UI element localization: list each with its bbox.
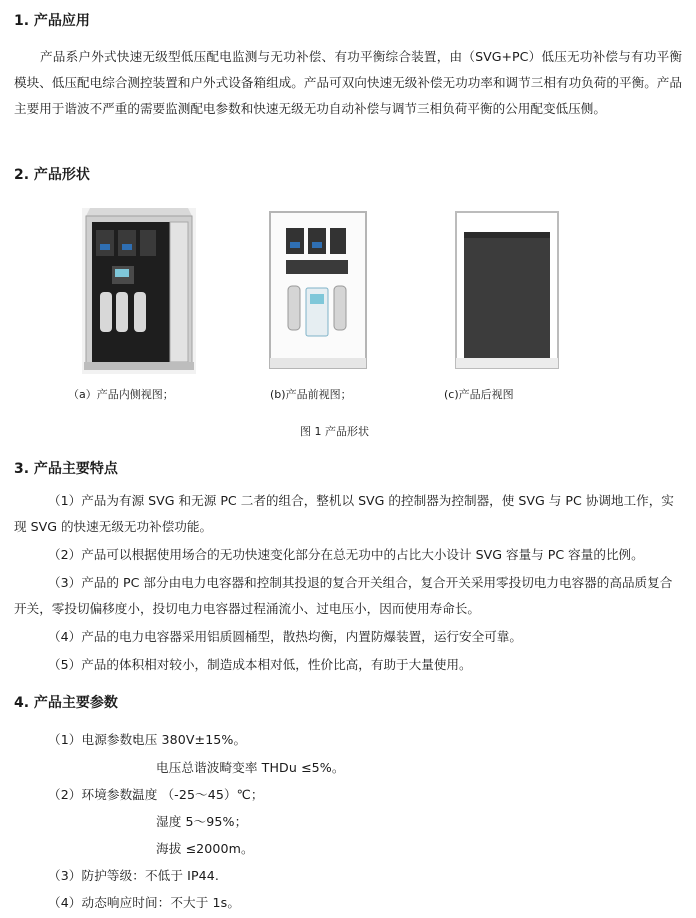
section-1-paragraph: 产品系户外式快速无级型低压配电监测与无功补偿、有功平衡综合装置，由（SVG+PC）低压无功补偿与有功平衡模块、低压配电综合测控装置和户外式设备箱组成。产品可双向快速无级补偿无功功率和调节三相有功负荷的平衡。产品主要用于谐波不严重的需要监测配电参数和快速无级无功自动补偿与调节三相负荷平衡的公用配变低压侧。: [14, 49, 682, 116]
env-params-label: （2）环境参数：: [48, 787, 145, 802]
product-figures: [0, 204, 696, 401]
feature-item-5: （5）产品的体积相对较小，制造成本相对低，性价比高，有助于大量使用。: [48, 657, 472, 672]
cabinet-back-view-image: [452, 208, 566, 374]
thd-value: 电压总谐波畸变率 THDu ≤5%。: [156, 760, 345, 775]
feature-item-1: （1）产品为有源 SVG 和无源 PC 二者的组合，整机以 SVG 的控制器为控制器，使 SVG 与 PC 协调地工作，实现 SVG 的快速无级无功补偿功能。: [14, 493, 674, 534]
section-3-heading: 3. 产品主要特点: [14, 461, 118, 477]
power-params-label: （1）电源参数：: [48, 732, 145, 747]
response-time: （4）动态响应时间：不大于 1s。: [48, 895, 241, 910]
cabinet-inner-view-image: [82, 208, 196, 374]
section-1-heading: 1. 产品应用: [14, 13, 90, 29]
caption-back-view: (c)产品后视图: [444, 388, 514, 401]
section-2-heading: 2. 产品形状: [14, 167, 90, 183]
altitude-value: 海拔 ≤2000m。: [156, 841, 254, 856]
figure-caption: 图 1 产品形状: [300, 425, 369, 438]
cabinet-front-view-image: [266, 208, 370, 374]
feature-item-3: （3）产品的 PC 部分由电力电容器和控制其投退的复合开关组合，复合开关采用零投切电力电容器的高品质复合开关，零投切偏移度小，投切电力电容器过程涌流小、过电压小，因而使用寿命长。: [14, 575, 673, 616]
humidity-value: 湿度 5～95%；: [156, 814, 248, 829]
env-params: [48, 784, 264, 803]
power-params: [48, 729, 246, 748]
voltage-value: 电压 380V±15%。: [132, 732, 247, 747]
protection-level: （3）防护等级：不低于 IP44.: [48, 868, 219, 883]
feature-item-4: （4）产品的电力电容器采用铝质圆桶型，散热均衡，内置防爆装置，运行安全可靠。: [48, 629, 522, 644]
section-4-heading: 4. 产品主要参数: [14, 695, 118, 711]
temperature-value: 温度 （-25～45）℃；: [132, 787, 264, 802]
caption-inner-view: （a）产品内侧视图；: [68, 388, 174, 401]
caption-front-view: (b)产品前视图；: [270, 388, 352, 401]
feature-item-2: （2）产品可以根据使用场合的无功快速变化部分在总无功中的占比大小设计 SVG 容量与 PC 容量的比例。: [48, 547, 644, 562]
